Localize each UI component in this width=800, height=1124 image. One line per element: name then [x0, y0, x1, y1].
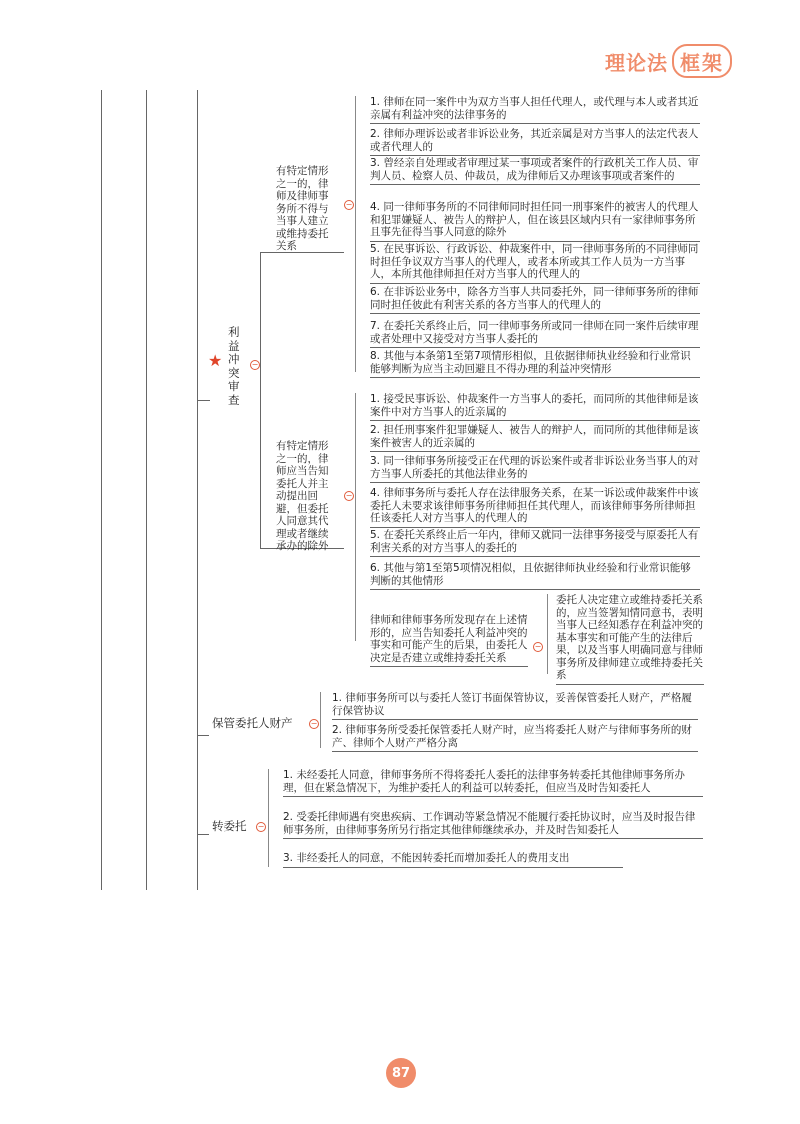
star-icon: ★: [208, 351, 223, 370]
groupB-tree-line: [355, 393, 356, 641]
transfer-item: 1. 未经委托人同意，律师事务所不得将委托人委托的法律事务转委托其他律师事务所办理，但在紧急情况下，为维护委托人的利益可以转委托，但应当及时告知委托人: [283, 769, 703, 797]
branch-transfer: [197, 834, 209, 835]
groupA-title: 有特定情形之一的，律师及律师事务所不得与当事人建立或维持委托关系: [276, 165, 329, 252]
groupB-item: 2. 担任刑事案件犯罪嫌疑人、被告人的辩护人，而同所的其他律师是该案件被害人的近亲属的: [370, 424, 700, 452]
custody-tree-line: [320, 692, 321, 748]
conflict-spine: [260, 252, 261, 548]
groupB-sub-leaf: 委托人决定建立或维持委托关系的，应当签署知情同意书，表明当事人已经知悉存在利益冲突的基本事实和可能产生的法律后果，以及当事人明确同意与律师事务所及律师建立或维持委托关系: [556, 594, 704, 685]
groupB-item: 6. 其他与第1至第5项情况相似，且依据律师执业经验和行业常识能够判断的其他情形: [370, 562, 700, 590]
page-number: 87: [386, 1058, 416, 1088]
groupA-item: 1. 律师在同一案件中为双方当事人担任代理人，或代理与本人或者其近亲属有利益冲突的法律事务的: [370, 96, 700, 124]
branch-conflict: [197, 400, 210, 401]
groupB-item: 4. 律师事务所与委托人存在法律服务关系，在某一诉讼或仲裁案件中该委托人未要求该律师事务所律师担任其代理人，而该律师事务所律师担任该委托人对方当事人的代理人的: [370, 487, 700, 528]
custody-item: 2. 律师事务所受委托保管委托人财产时，应当将委托人财产与律师事务所的财产、律师个人财产严格分离: [332, 724, 698, 752]
groupA-item: 8. 其他与本条第1至第7项情形相似，且依据律师执业经验和行业常识能够判断为应当主动回避且不得办理的利益冲突情形: [370, 350, 700, 378]
ancestor-spine-2: [146, 90, 147, 890]
groupB-collapse-icon[interactable]: −: [345, 491, 353, 500]
transfer-collapse-icon[interactable]: −: [257, 822, 265, 831]
transfer-item: 2. 受委托律师遇有突患疾病、工作调动等紧急情况不能履行委托协议时，应当及时报告律师事务所，由律师事务所另行指定其他律师继续承办，并及时告知委托人: [283, 811, 703, 839]
groupB-sub-title: 律师和律师事务所发现存在上述情形的，应当告知委托人利益冲突的事实和可能产生的后果，由委托人决定是否建立或维持委托关系: [370, 614, 528, 667]
brand-badge: 框架: [672, 44, 732, 78]
transfer-tree-line: [268, 769, 269, 867]
main-spine: [197, 90, 198, 890]
groupA-item: 7. 在委托关系终止后，同一律师事务所或同一律师在同一案件后续审理或者处理中又接受对方当事人委托的: [370, 320, 700, 348]
groupA-item: 6. 在非诉讼业务中，除各方当事人共同委托外，同一律师事务所的律师同时担任彼此有利害关系的各方当事人的代理人的: [370, 286, 700, 314]
conflict-collapse-icon[interactable]: −: [251, 360, 259, 369]
custody-title: 保管委托人财产: [212, 716, 293, 730]
groupB-title: 有特定情形之一的，律师应当告知委托人并主动提出回避，但委托人同意其代理或者继续承办的除外: [276, 440, 329, 552]
groupB-item: 3. 同一律师事务所接受正在代理的诉讼案件或者非诉讼业务当事人的对方当事人所委托的其他法律业务的: [370, 455, 700, 483]
groupA-collapse-icon[interactable]: −: [345, 200, 353, 209]
custody-collapse-icon[interactable]: −: [310, 719, 318, 728]
groupA-tree-line: [355, 96, 356, 372]
conflict-title: 利益冲突审查: [228, 325, 240, 407]
transfer-title: 转委托: [212, 819, 247, 833]
groupA-item: 4. 同一律师事务所的不同律师同时担任同一刑事案件的被害人的代理人和犯罪嫌疑人、被告人的辩护人，但在该县区域内只有一家律师事务所且事先征得当事人同意的除外: [370, 201, 700, 242]
brand-logo: [605, 44, 732, 78]
branch-custody: [197, 735, 209, 736]
groupB-sub-collapse-icon[interactable]: −: [534, 642, 542, 651]
custody-item: 1. 律师事务所可以与委托人签订书面保管协议，妥善保管委托人财产，严格履行保管协议: [332, 692, 698, 720]
groupB-item: 1. 接受民事诉讼、仲裁案件一方当事人的委托，而同所的其他律师是该案件中对方当事人的近亲属的: [370, 393, 700, 421]
groupB-item: 5. 在委托关系终止后一年内，律师又就同一法律事务接受与原委托人有利害关系的对方当事人的委托的: [370, 529, 700, 557]
groupB-sub-tree-line: [547, 594, 548, 674]
groupA-item: 5. 在民事诉讼、行政诉讼、仲裁案件中，同一律师事务所的不同律师同时担任争议双方当事人的代理人，或者本所或其工作人员为一方当事人，本所其他律师担任对方当事人的代理人的: [370, 243, 700, 284]
brand-text: 理论法: [605, 50, 668, 75]
ancestor-spine-1: [101, 90, 102, 890]
groupA-item: 2. 律师办理诉讼或者非诉讼业务，其近亲属是对方当事人的法定代表人或者代理人的: [370, 128, 700, 156]
transfer-item: 3. 非经委托人的同意，不能因转委托而增加委托人的费用支出: [283, 852, 623, 868]
groupA-item: 3. 曾经亲自处理或者审理过某一事项或者案件的行政机关工作人员、审判人员、检察人员、仲裁员，成为律师后又办理该事项或者案件的: [370, 157, 700, 185]
